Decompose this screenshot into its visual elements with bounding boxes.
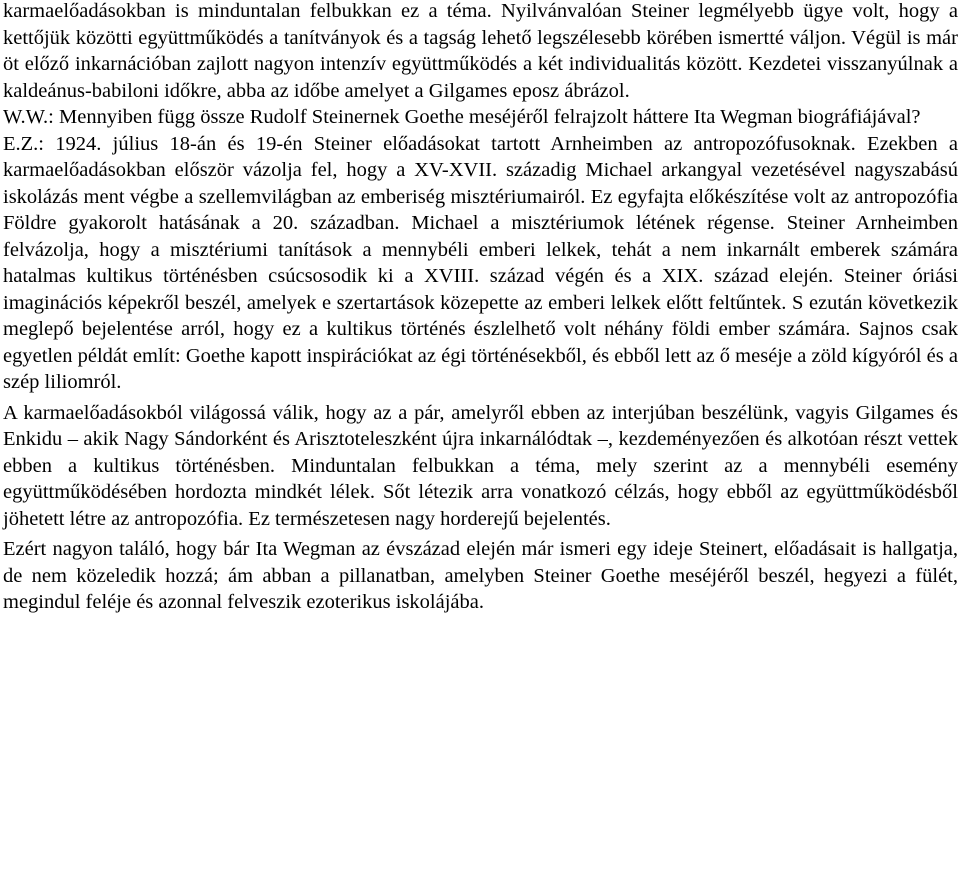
paragraph-ita-wegman: Ezért nagyon találó, hogy bár Ita Wegman az évszázad elején már ismeri egy ideje Steinert, előadásait is hallgatja, de nem közeledik hozzá; ám abban a pillanatban, amelyben Steiner Goethe meséjéről beszél, hegyezi a fülét, megindul feléje és azonnal felveszik ezoterikus iskolájába.: [3, 538, 958, 613]
paragraph-answer-ez: E.Z.: 1924. július 18-án és 19-én Steiner előadásokat tartott Arnheimben az antropozófusoknak. Ezekben a karmaelőadásokban először vázolja fel, hogy a XV-XVII. századig Michael arkangyal vezetésével nagyszabású iskolázás ment végbe a szellemvilágban az emberiség misztériumairól. Ez egyfajta előkészítése volt az antropozófia Földre gyakorolt hatásának a 20. században. Michael a misztériumok létének régense. Steiner Arnheimben felvázolja, hogy a misztériumi tanítások a mennybéli emberi lelkek, tehát a nem inkarnált emberek számára hatalmas kultikus történésben csúcsosodik ki a XVIII. század végén és a XIX. század elején. Steiner óriási imaginációs képekről beszél, amelyek e szertartások közepette az emberi lelkek előtt feltűntek. S ezután következik meglepő bejelentése arról, hogy ez a kultikus történés észlelhető volt néhány földi ember számára. Sajnos csak egyetlen példát említ: Goethe kapott inspirációkat az égi történésekből, és ebből lett az ő meséje a zöld kígyóról és a szép liliomról.: [3, 132, 958, 393]
paragraph-gilgames-enkidu: A karmaelőadásokból világossá válik, hogy az a pár, amelyről ebben az interjúban beszélünk, vagyis Gilgames és Enkidu – akik Nagy Sándorként és Arisztoteleszként újra inkarnálódtak –, kezdeményezően és alkotóan részt vettek ebben a kultikus történésben. Minduntalan felbukkan a téma, mely szerint az a mennybéli esemény együttműködésében hordozta mindkét lélek. Sőt létezik arra vonatkozó célzás, hogy ebből az együttműködésből jöhetett létre az antropozófia. Ez természetesen nagy horderejű bejelentés.: [3, 401, 958, 530]
paragraph-karma-lectures: karmaelőadásokban is minduntalan felbukkan ez a téma. Nyilvánvalóan Steiner legmélyebb ügye volt, hogy a kettőjük közötti együttműködés a tanítványok és a tagság lehető legszélesebb körében ismertté váljon. Végül is már öt előző inkarnációban zajlott nagyon intenzív együttműködés a két individualitás között. Kezdetei visszanyúlnak a kaldeánus-babiloni időkre, abba az időbe amelyet a Gilgames eposz ábrázol.: [3, 0, 958, 102]
paragraph-question-ww: W.W.: Mennyiben függ össze Rudolf Steinernek Goethe meséjéről felrajzolt háttere Ita Wegman biográfiájával?: [3, 106, 921, 128]
